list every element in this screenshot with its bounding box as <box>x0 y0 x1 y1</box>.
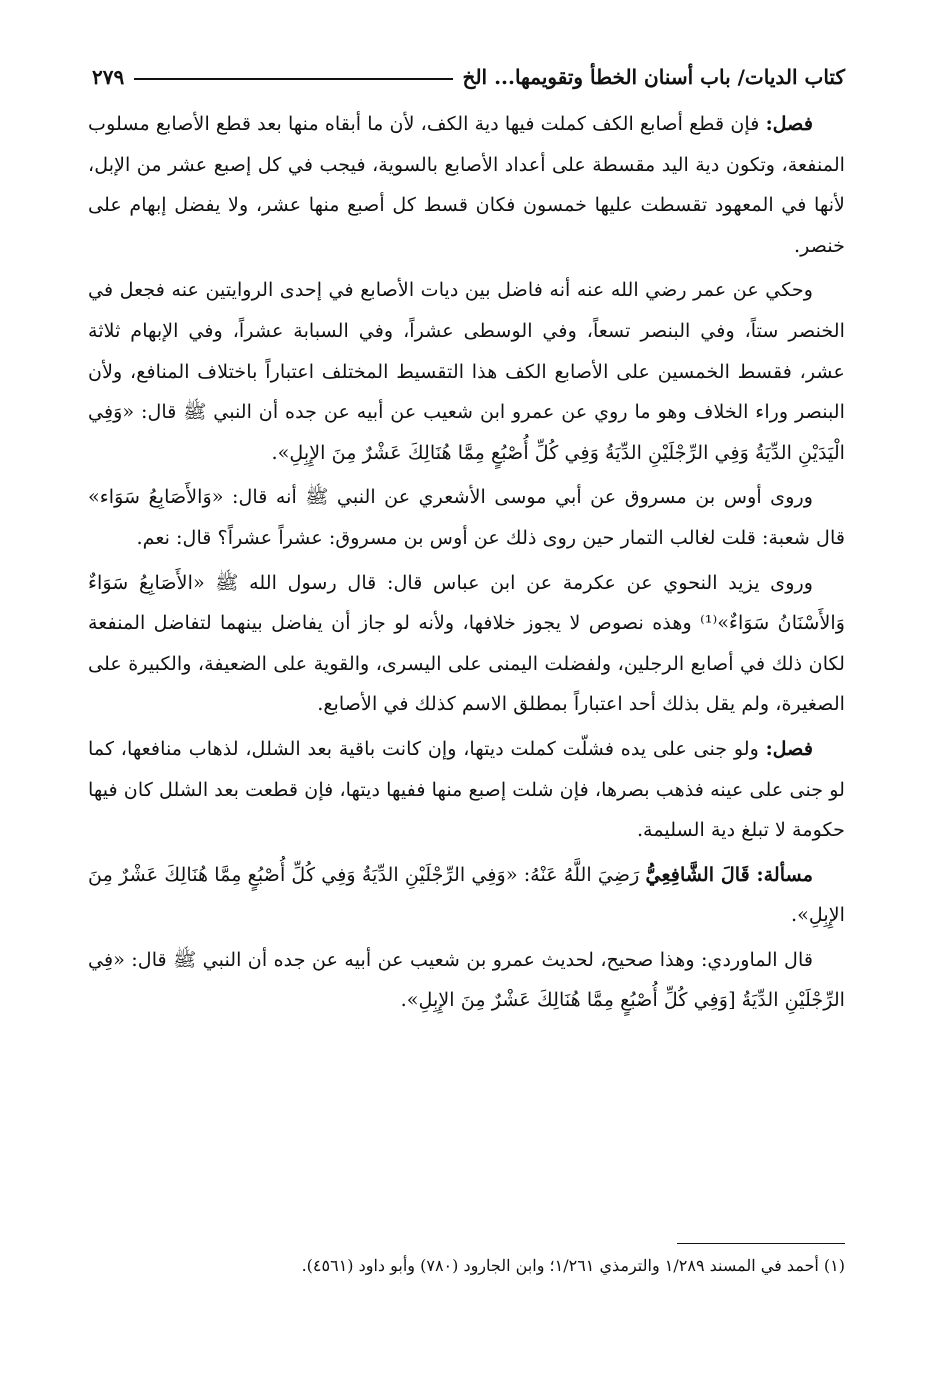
header-rule <box>134 78 452 80</box>
paragraph-text: ولو جنى على يده فشلّت كملت ديتها، وإن كانت باقية بعد الشلل، لذهاب منافعها، كما لو جنى على عينه فذهب بصرها، فإن شلت إصبع منها ففيها ديتها، فإن قطعت بعد الشلل كان فيها حكومة لا تبلغ دية السليمة. <box>88 736 845 842</box>
paragraph-4 <box>88 563 845 725</box>
paragraph-text: قال الماوردي: وهذا صحيح، لحديث عمرو بن شعيب عن أبيه عن جده أن النبي ﷺ قال: «فِي الرِّجْلَيْنِ الدِّيَةُ [وَفِي كُلِّ أُصْبُعٍ مِمَّا هُنَالِكَ عَشْرٌ مِنَ الإِبِلِ». <box>88 947 845 1012</box>
header-title: كتاب الديات/ باب أسنان الخطأ وتقويمها... الخ <box>462 65 845 89</box>
paragraph-text: وحكي عن عمر رضي الله عنه أنه فاضل بين ديات الأصابع في إحدى الروايتين عنه فجعل في الخنصر ستاً، وفي البنصر تسعاً، وفي الوسطى عشراً، وفي السبابة عشراً، وفي الإبهام ثلاثة عشر، فقسط الخمسين على الأصابع الكف هذا التقسيط المختلف اعتباراً باختلاف المنافع، ولأن البنصر وراء الخلاف وهو ما روي عن عمرو ابن شعيب عن أبيه عن جده أن النبي ﷺ قال: «وَفِي الْيَدَيْنِ الدِّيَةُ وَفِي الرِّجْلَيْنِ الدِّيَةُ وَفِي كُلِّ أُصْبُعٍ مِمَّا هُنَالِكَ عَشْرٌ مِنَ الإِبِلِ». <box>88 278 845 464</box>
paragraph-6 <box>88 855 845 936</box>
footnote: (١) أحمد في المسند ١/٢٨٩ والترمذي ١/٢٦١؛ وابن الجارود (٧٨٠) وأبو داود (٤٥٦١). <box>301 1256 845 1275</box>
paragraph-text: وروى يزيد النحوي عن عكرمة عن ابن عباس قال: قال رسول الله ﷺ «الأَصَابِعُ سَوَاءٌ وَالأَسْنَانُ سَوَاءٌ»⁽¹⁾ وهذه نصوص لا يجوز خلافها، ولأنه لو جاز أن يفاضل بينهما لتفاضل المنفعة لكان ذلك في أصابع الرجلين، ولفضلت اليمنى على اليسرى، والقوية على الضعيفة، والكبيرة على الصغيرة، ولم يقل بذلك أحد اعتباراً بمطلق الاسم كذلك في الأصابع. <box>88 570 845 716</box>
section-label: فصل: <box>765 736 813 760</box>
paragraph-7 <box>88 940 845 1021</box>
footnote-separator <box>677 1243 845 1244</box>
paragraph-5 <box>88 729 845 851</box>
paragraph-text: رَضِيَ اللَّهُ عَنْهُ: «وَفِي الرِّجْلَيْنِ الدِّيَةُ وَفِي كُلِّ أُصْبُعٍ مِمَّا هُنَالِكَ عَشْرٌ مِنَ الإِبِلِ». <box>88 862 845 927</box>
paragraph-text: فإن قطع أصابع الكف كملت فيها دية الكف، لأن ما أبقاه منها بعد قطع الأصابع مسلوب المنفعة، وتكون دية اليد مقسطة على أعداد الأصابع بالسوية، فيجب في كل إصبع عشر من الإبل، لأنها في المعهود تقسطت عليها خمسون فكان قسط كل أصبع منها عشر، ولا يفضل إبهام على خنصر. <box>88 112 845 257</box>
paragraph-3 <box>88 477 845 558</box>
page-number: ٢٧٩ <box>92 65 125 89</box>
issue-label: مسألة: قَالَ الشَّافِعِيُّ <box>645 862 813 886</box>
section-label: فصل: <box>765 112 813 135</box>
paragraph-2 <box>88 270 845 473</box>
main-text <box>88 104 845 1025</box>
paragraph-1 <box>88 104 845 266</box>
paragraph-text: وروى أوس بن مسروق عن أبي موسى الأشعري عن النبي ﷺ أنه قال: «وَالأَصَابِعُ سَوَاء» قال شعبة: قلت لغالب التمار حين روى ذلك عن أوس بن مسروق: عشراً عشراً؟ قال: نعم. <box>88 485 845 549</box>
running-header <box>92 60 845 94</box>
